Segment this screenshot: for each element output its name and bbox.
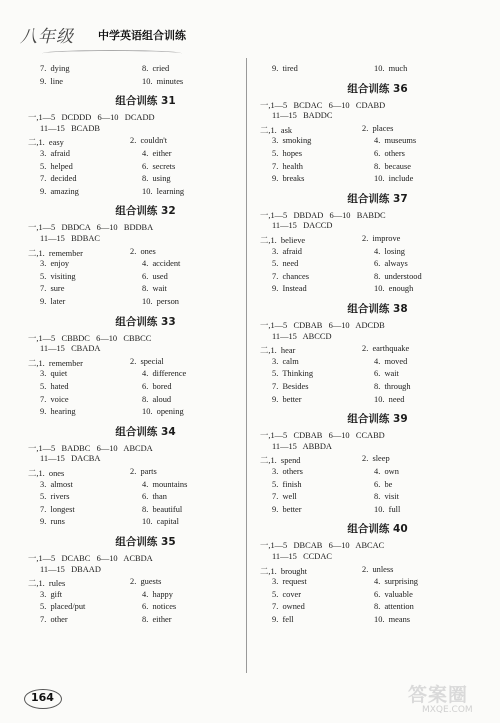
answer-item: 8. either [142,615,172,624]
multiple-choice-answers-cont: 11—15 DACCD [272,221,333,231]
multiple-choice-answers-cont: 11—15 BCADB [40,123,100,133]
answer-item: 4. own [374,467,399,476]
answer-item: 7. sure [40,284,65,294]
answer-item: 二,1. remember [28,358,83,368]
answer-item: 7. health [272,161,303,171]
answer-item: 10. include [374,174,414,184]
section-title: 组合训练 40 [347,523,408,536]
answer-item: 8. understood [374,271,422,281]
answer-item: 7. owned [272,602,305,612]
answer-item: 10. means [374,615,411,624]
answer-item: 8. using [142,174,171,184]
multiple-choice-answers-cont: 11—15 BDBAC [40,234,100,243]
answer-item: 6. secrets [142,161,176,171]
section-title: 组合训练 35 [115,536,176,548]
answer-item: 二,1. hear [260,346,296,356]
answer-item: 9. runs [40,517,65,527]
watermark-logo: 答案圈 [408,684,469,706]
answer-item: 9. later [40,297,66,306]
answer-item: 3. calm [272,356,299,366]
answer-item: 二,1. ones [28,469,65,478]
multiple-choice-answers-cont: 11—15 ABCCD [272,331,332,341]
answer-item: 2. parts [130,467,157,476]
page-number [28,690,58,708]
multiple-choice-answers: 一,1—5 BCDAC 6—10 CDABD [260,100,386,110]
answer-item: 4. either [142,149,172,158]
answer-item: 2. improve [362,234,401,243]
answer-item: 9. fell [272,615,294,624]
answer-item: 8. aloud [142,394,172,404]
answer-item: 10. enough [374,284,414,294]
section-title: 组合训练 39 [347,413,408,426]
answer-item: 10. opening [142,407,184,417]
answer-item: 5. hopes [272,149,303,158]
multiple-choice-answers: 一,1—5 CBBDC 6—10 CBBCC [28,333,152,343]
multiple-choice-answers: 一,1—5 DBCAB 6—10 ABCAC [260,541,385,551]
answer-item: 3. afraid [272,246,302,256]
answer-item: 5. helped [40,161,73,171]
answer-item: 4. happy [142,589,173,599]
answer-item: 2. sleep [362,454,390,464]
answer-item: 8. through [374,382,411,391]
answer-item: 9. amazing [40,186,79,196]
answer-item: 9. hearing [40,407,76,417]
answer-item: 9. line [40,76,64,86]
grade-label: 八年级 [20,27,74,46]
answer-item: 二,1. believe [260,236,306,245]
answer-item: 7. decided [40,174,77,184]
column-divider [246,58,247,673]
multiple-choice-answers-cont: 11—15 BADDC [272,111,333,121]
multiple-choice-answers: 一,1—5 CDBAB 6—10 CCABD [260,431,385,441]
answer-item: 10. need [374,394,405,404]
answer-item: 二,1. easy [28,138,64,148]
answer-item: 二,1. spend [260,456,301,466]
answer-item: 4. accident [142,259,181,269]
answer-item: 9. tired [272,64,298,73]
answer-item: 3. others [272,467,303,476]
answer-item: 5. hated [40,382,69,391]
answer-item: 2. guests [130,577,162,587]
answer-item: 8. beautiful [142,504,183,514]
answer-item: 2. unless [362,564,394,574]
answer-item: 7. voice [40,394,69,404]
answer-item: 二,1. rules [28,579,66,589]
answer-item: 8. because [374,161,411,171]
answer-item: 4. difference [142,369,187,379]
answer-item: 7. chances [272,271,309,281]
answer-item: 2. earthquake [362,344,410,354]
answer-item: 6. be [374,479,393,489]
multiple-choice-answers: 一,1—5 DCDDD 6—10 DCADD [28,113,155,123]
page-header [20,14,270,44]
multiple-choice-answers-cont: 11—15 DBAAD [40,564,101,574]
section-title: 组合训练 32 [115,205,176,218]
answer-item: 10. person [142,297,179,306]
answer-item: 5. cover [272,589,302,599]
answer-item: 2. ones [130,246,156,256]
section-title: 组合训练 38 [347,303,408,315]
answer-item: 6. notices [142,602,177,612]
answer-item: 9. Instead [272,284,307,294]
answer-item: 4. museums [374,136,417,146]
answer-item: 9. breaks [272,174,305,184]
watermark [408,680,493,718]
answer-item: 5. finish [272,479,302,489]
series-title: 中学英语组合训练 [98,29,186,42]
answer-item: 2. special [130,356,164,366]
answer-item: 8. attention [374,602,414,612]
answer-item: 10. much [374,64,408,73]
multiple-choice-answers: 一,1—5 DBDCA 6—10 BDDBA [28,223,154,233]
answer-item: 9. better [272,394,302,404]
answer-item: 4. surprising [374,577,418,587]
answer-item: 5. placed/put [40,602,86,612]
answer-item: 6. used [142,271,168,281]
answer-item: 6. valuable [374,589,413,599]
section-title: 组合训练 36 [347,82,408,95]
answer-item: 5. Thinking [272,369,314,379]
section-title: 组合训练 34 [115,425,176,438]
answer-item: 6. others [374,149,405,158]
answer-item: 3. quiet [40,369,68,379]
answer-item: 7. longest [40,504,75,514]
watermark-url: MXQE.COM [422,705,473,715]
answer-item: 二,1. remember [28,248,83,258]
answer-item: 8. wait [142,284,167,294]
multiple-choice-answers: 一,1—5 DCABC 6—10 ACBDA [28,554,153,563]
answer-item: 3. afraid [40,149,70,158]
answer-item: 4. mountains [142,479,188,489]
answer-item: 3. gift [40,589,63,599]
answer-item: 9. better [272,504,302,514]
multiple-choice-answers-cont: 11—15 ABBDA [272,441,332,451]
answer-item: 7. Besides [272,382,309,391]
section-title: 组合训练 31 [115,95,176,108]
header-decoration [42,50,182,57]
answer-item: 8. visit [374,492,399,502]
answer-item: 7. well [272,492,297,502]
answer-item: 5. visiting [40,271,76,281]
answer-item: 7. other [40,615,68,624]
answer-item: 5. need [272,259,299,269]
answer-item: 3. smoking [272,136,312,146]
answer-item: 二,1. brought [260,566,307,576]
answer-item: 10. capital [142,517,179,527]
answer-item: 3. enjoy [40,259,70,269]
answer-item: 10. full [374,504,401,514]
section-title: 组合训练 33 [115,315,176,328]
answer-item: 二,1. ask [260,125,293,135]
multiple-choice-answers: 一,1—5 BADBC 6—10 ABCDA [28,443,153,453]
answer-item: 4. losing [374,246,405,256]
multiple-choice-answers: 一,1—5 CDBAB 6—10 ADCDB [260,321,385,330]
answer-item: 4. moved [374,356,408,366]
answer-item: 10. learning [142,186,185,196]
multiple-choice-answers: 一,1—5 DBDAD 6—10 BABDC [260,210,386,220]
multiple-choice-answers-cont: 11—15 CCDAC [272,552,332,561]
answer-item: 6. always [374,259,408,269]
multiple-choice-answers-cont: 11—15 DACBA [40,454,101,464]
answer-item: 3. almost [40,479,73,489]
answer-item: 2. places [362,123,394,133]
answer-item: 6. bored [142,382,172,391]
multiple-choice-answers-cont: 11—15 CBADA [40,344,101,354]
answer-item: 8. cried [142,64,170,73]
page-number-text: 164 [31,691,54,704]
answer-item: 6. wait [374,369,399,379]
answer-item: 7. dying [40,64,70,73]
answer-item: 10. minutes [142,76,184,86]
answer-item: 3. request [272,577,307,587]
section-title: 组合训练 37 [347,192,408,205]
answer-item: 6. than [142,492,167,502]
answer-item: 5. rivers [40,492,70,502]
answer-item: 2. couldn't [130,136,168,146]
